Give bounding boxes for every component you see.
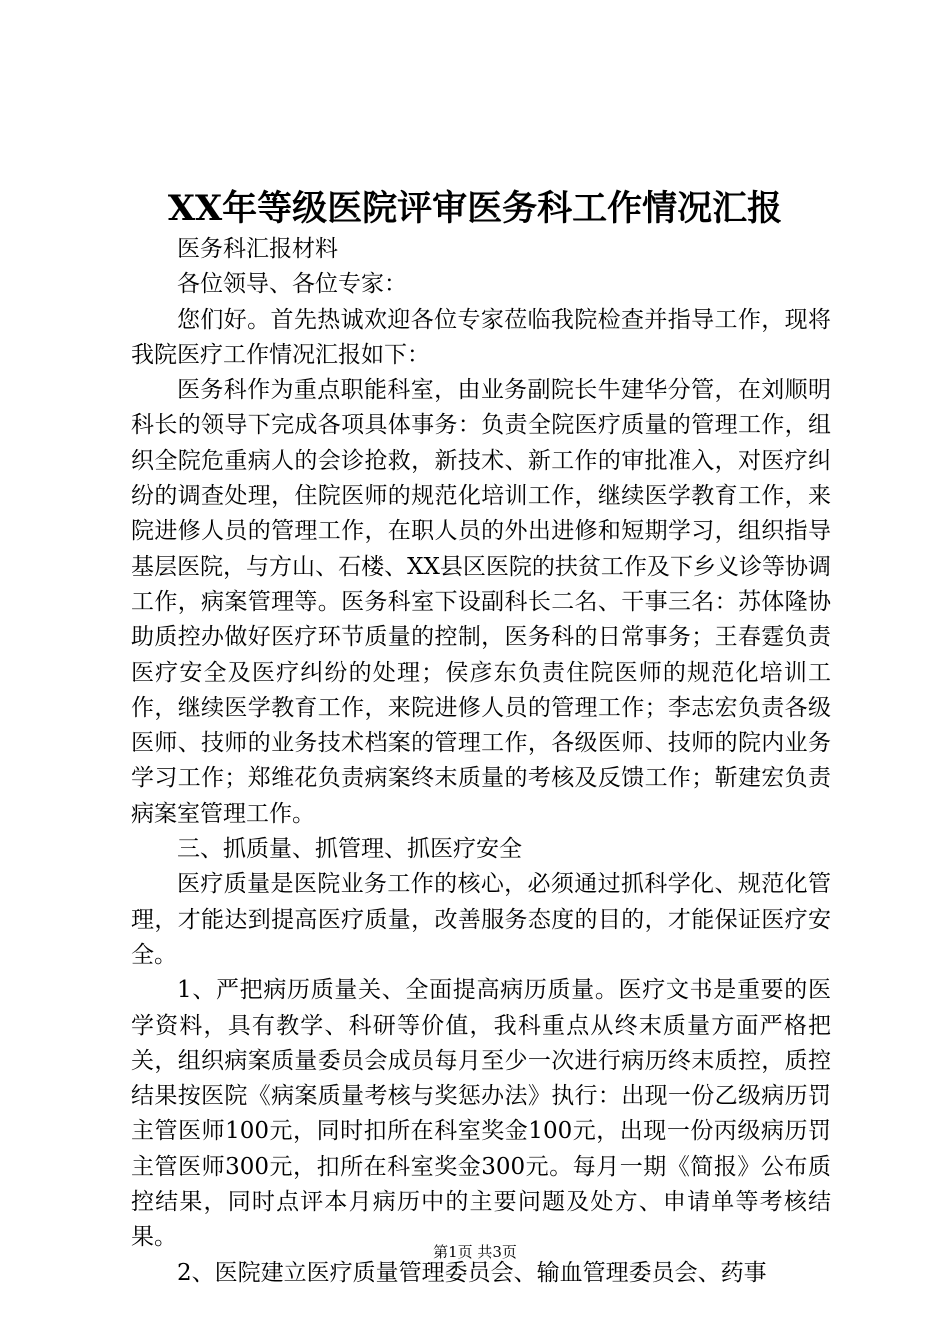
section-heading-quality: 三、抓质量、抓管理、抓医疗安全 [177, 836, 522, 863]
document-title: XX年等级医院评审医务科工作情况汇报 [167, 188, 783, 229]
paragraph-subtitle: 医务科汇报材料 [177, 236, 338, 262]
paragraph-quality-intro: 医疗质量是医院业务工作的核心，必须通过抓科学化、规范化管理，才能达到提高医疗质量，改善服务态度的目的，才能保证医疗安全。 [131, 871, 831, 968]
paragraph-item-2: 2、医院建立医疗质量管理委员会、输血管理委员会、药事 [177, 1259, 767, 1286]
paragraph-greeting: 您们好。首先热诚欢迎各位专家莅临我院检查并指导工作，现将我院医疗工作情况汇报如下： [131, 306, 831, 368]
paragraph-salutation: 各位领导、各位专家： [177, 271, 407, 298]
page-footer: 第1页 共3页 [433, 1243, 517, 1261]
paragraph-department-overview: 医务科作为重点职能科室，由业务副院长牛建华分管，在刘顺明科长的领导下完成各项具体事务：负责全院医疗质量的管理工作，组织全院危重病人的会诊抢救，新技术、新工作的审批准入，对医疗纠纷的调查处理，住院医师的规范化培训工作，继续医学教育工作，来院进修人员的管理工作，在职人员的外出进修和短期学习，组织指导基层医院，与方山、石楼、XX县区医院的扶贫工作及下乡义诊等协调工作，病案管理等。医务科室下设副科长二名、干事三名：苏体隆协助质控办做好医疗环节质量的控制，医务科的日常事务；王春霆负责医疗安全及医疗纠纷的处理；侯彦东负责住院医师的规范化培训工作，继续医学教育工作，来院进修人员的管理工作；李志宏负责各级医师、技师的业务技术档案的管理工作，各级医师、技师的院内业务学习工作；郑维花负责病案终末质量的考核及反馈工作；靳建宏负责病案室管理工作。 [131, 377, 831, 827]
paragraph-item-1: 1、严把病历质量关、全面提高病历质量。医疗文书是重要的医学资料，具有教学、科研等价值，我科重点从终末质量方面严格把关，组织病案质量委员会成员每月至少一次进行病历终末质控，质控结果按医院《病案质量考核与奖惩办法》执行：出现一份乙级病历罚主管医师100元，同时扣所在科室奖金100元，出现一份丙级病历罚主管医师300元，扣所在科室奖金300元。每月一期《简报》公布质控结果，同时点评本月病历中的主要问题及处方、申请单等考核结果。 [131, 977, 831, 1251]
document-body [131, 232, 831, 1291]
